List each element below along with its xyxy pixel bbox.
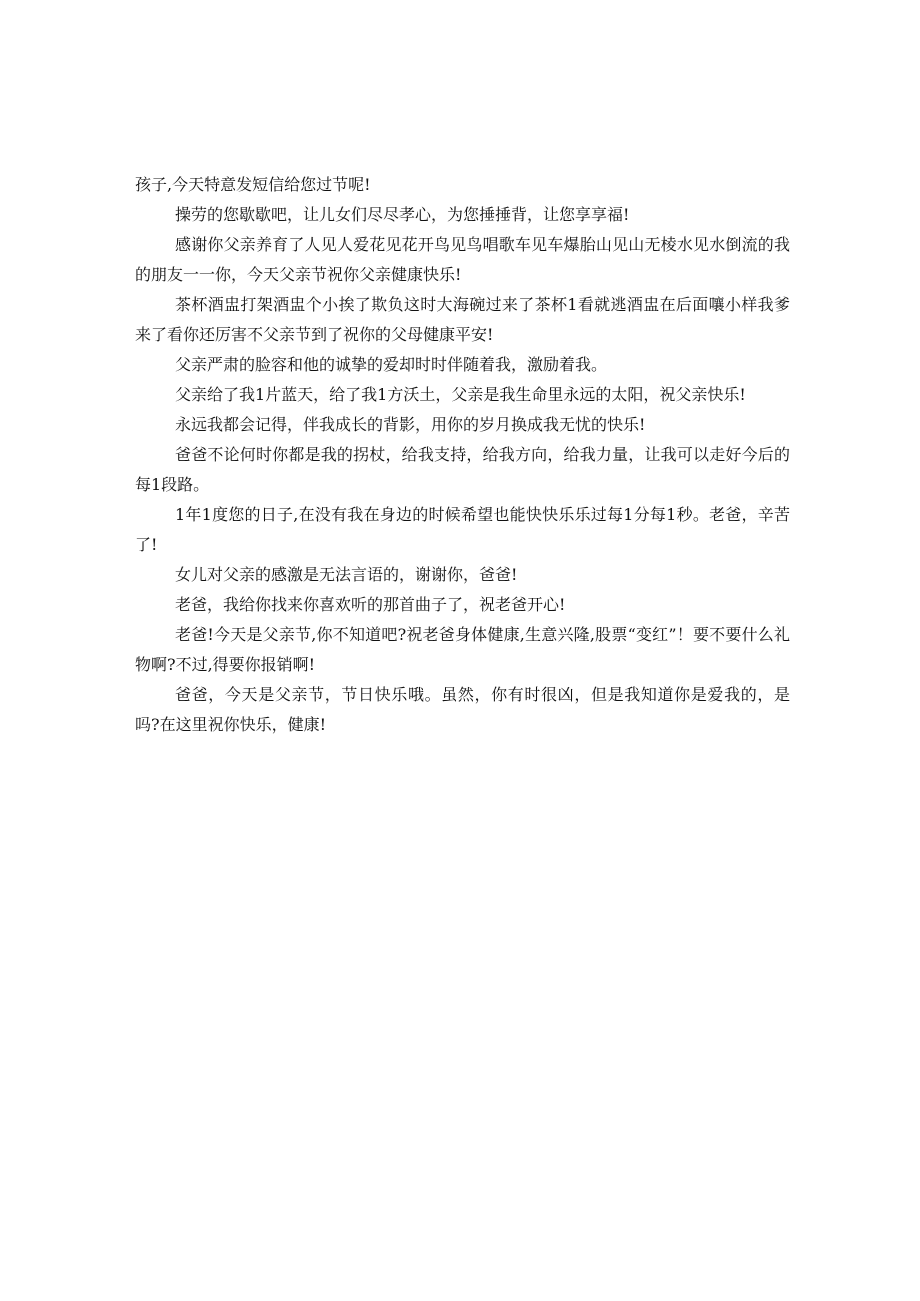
paragraph-2: 操劳的您歇歇吧，让儿女们尽尽孝心，为您捶捶背，让您享享福! — [175, 205, 630, 224]
paragraph-9: 1年1度您的日子,在没有我在身边的时候希望也能快快乐乐过每1分每1秒。老爸，辛苦了! — [135, 505, 790, 554]
paragraph-5: 父亲严肃的脸容和他的诚挚的爱却时时伴随着我，激励着我。 — [175, 355, 608, 374]
paragraph-6: 父亲给了我1片蓝天，给了我1方沃土，父亲是我生命里永远的太阳，祝父亲快乐! — [175, 385, 746, 404]
paragraph-13: 爸爸，今天是父亲节，节日快乐哦。虽然，你有时很凶，但是我知道你是爱我的，是吗?在这里祝你快乐，健康! — [135, 685, 790, 734]
paragraph-3: 感谢你父亲养育了人见人爱花见花开鸟见鸟唱歌车见车爆胎山见山无棱水见水倒流的我的朋友一一你，今天父亲节祝你父亲健康快乐! — [135, 235, 790, 284]
paragraph-11: 老爸，我给你找来你喜欢听的那首曲子了，祝老爸开心! — [175, 595, 566, 614]
document-body — [135, 170, 790, 740]
paragraph-1: 孩子,今天特意发短信给您过节呢! — [135, 175, 371, 194]
paragraph-7: 永远我都会记得，伴我成长的背影，用你的岁月换成我无忧的快乐! — [175, 415, 646, 434]
paragraph-12: 老爸!今天是父亲节,你不知道吧?祝老爸身体健康,生意兴隆,股票“变红”！要不要什么礼物啊?不过,得要你报销啊! — [135, 625, 790, 674]
paragraph-4: 茶杯酒盅打架酒盅个小挨了欺负这时大海碗过来了茶杯1看就逃酒盅在后面嚷小样我爹来了看你还厉害不父亲节到了祝你的父母健康平安! — [135, 295, 790, 344]
paragraph-8: 爸爸不论何时你都是我的拐杖，给我支持，给我方向，给我力量，让我可以走好今后的每1段路。 — [135, 445, 790, 494]
paragraph-10: 女儿对父亲的感激是无法言语的，谢谢你，爸爸! — [175, 565, 518, 584]
